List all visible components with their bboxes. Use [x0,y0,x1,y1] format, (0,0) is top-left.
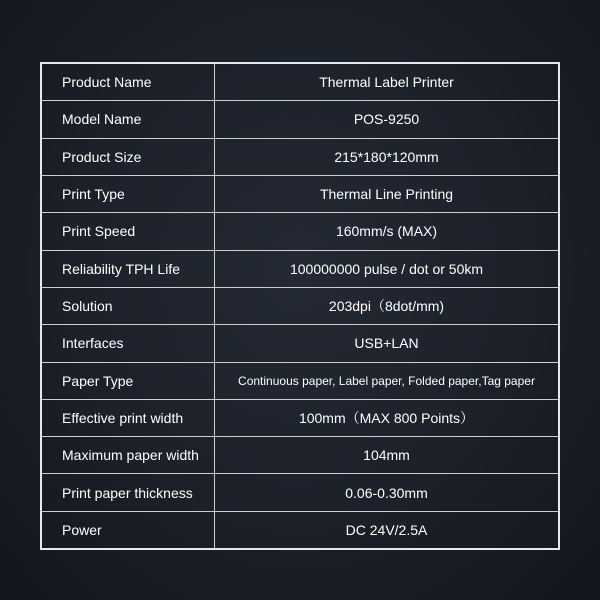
spec-label: Product Name [42,64,215,100]
spec-row-product-size [42,138,558,175]
spec-label: Maximum paper width [42,437,215,473]
spec-label: Print Speed [42,213,215,249]
spec-row-paper-type [42,362,558,399]
spec-row-maximum-paper-width [42,436,558,473]
spec-label: Reliability TPH Life [42,251,215,287]
spec-label: Print Type [42,176,215,212]
spec-label: Paper Type [42,363,215,399]
spec-row-effective-print-width [42,399,558,436]
spec-label: Effective print width [42,400,215,436]
spec-label: Interfaces [42,325,215,361]
spec-row-print-speed [42,212,558,249]
spec-value: 215*180*120mm [334,148,439,165]
spec-label: Model Name [42,101,215,137]
spec-value: 100mm（MAX 800 Points） [298,409,475,426]
spec-label: Solution [42,288,215,324]
spec-row-power [42,511,558,548]
spec-value: 104mm [363,447,410,464]
spec-label: Product Size [42,139,215,175]
spec-value: Thermal Label Printer [319,74,454,91]
spec-row-reliability [42,250,558,287]
spec-table [40,62,560,550]
spec-value: Thermal Line Printing [319,186,454,203]
spec-row-paper-thickness [42,473,558,510]
spec-value: 0.06-0.30mm [345,484,428,501]
spec-value: POS-9250 [353,111,420,128]
spec-row-interfaces [42,324,558,361]
spec-value: 203dpi（8dot/mm) [328,298,445,315]
spec-label: Power [42,512,215,548]
spec-value: USB+LAN [354,335,419,352]
spec-value: 100000000 pulse / dot or 50km [289,260,484,277]
spec-row-print-type [42,175,558,212]
spec-row-product-name [42,64,558,100]
spec-label: Print paper thickness [42,474,215,510]
spec-value: 160mm/s (MAX) [335,223,438,240]
spec-value: DC 24V/2.5A [345,521,428,538]
spec-row-solution [42,287,558,324]
spec-row-model-name [42,100,558,137]
spec-value: Continuous paper, Label paper, Folded paper,Tag paper [238,373,535,388]
